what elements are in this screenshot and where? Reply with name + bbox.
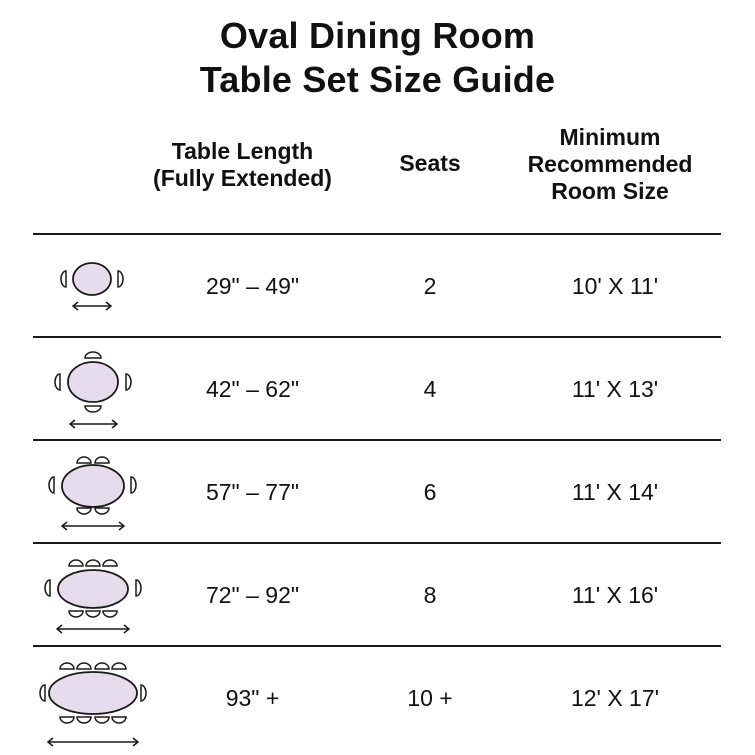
- header-room-line-3: Room Size: [551, 178, 669, 204]
- header-table-length: [140, 138, 345, 192]
- oval-table-10-seats-icon: [33, 647, 153, 749]
- row-seats: 8: [423, 581, 437, 608]
- title-line-1: Oval Dining Room: [219, 15, 536, 56]
- table-row: [0, 544, 755, 646]
- row-table-length: 72" – 92": [205, 581, 300, 608]
- page-title: [0, 14, 755, 102]
- oval-table-8-seats-icon: [33, 544, 153, 646]
- header-length-line-1: Table Length: [171, 138, 314, 164]
- row-seats: 4: [423, 375, 437, 402]
- row-room-size: 11' X 14': [571, 478, 659, 505]
- row-table-length: 93" +: [225, 684, 280, 711]
- row-room-size: 11' X 16': [571, 581, 659, 608]
- oval-table-6-seats-icon: [33, 441, 153, 543]
- row-room-size: 11' X 13': [571, 375, 659, 402]
- row-room-size: 10' X 11': [571, 272, 659, 299]
- row-table-length: 57" – 77": [205, 478, 300, 505]
- oval-table-2-seats-icon: [33, 235, 153, 337]
- row-table-length: 42" – 62": [205, 375, 300, 402]
- oval-table-4-seats-icon: [33, 338, 153, 440]
- row-table-length: 29" – 49": [205, 272, 300, 299]
- title-line-2: Table Set Size Guide: [199, 59, 556, 100]
- row-room-size: 12' X 17': [570, 684, 660, 711]
- row-seats: 2: [423, 272, 437, 299]
- header-room-line-2: Recommended: [527, 151, 693, 177]
- row-seats: 6: [423, 478, 437, 505]
- row-seats: 10 +: [407, 684, 453, 711]
- header-room-line-1: Minimum: [559, 124, 661, 150]
- header-room-size: [500, 124, 720, 205]
- table-row: [0, 235, 755, 337]
- table-row: [0, 441, 755, 543]
- table-row: [0, 338, 755, 440]
- table-row: [0, 647, 755, 749]
- header-length-line-2: (Fully Extended): [153, 165, 332, 191]
- header-seats: Seats: [399, 150, 461, 176]
